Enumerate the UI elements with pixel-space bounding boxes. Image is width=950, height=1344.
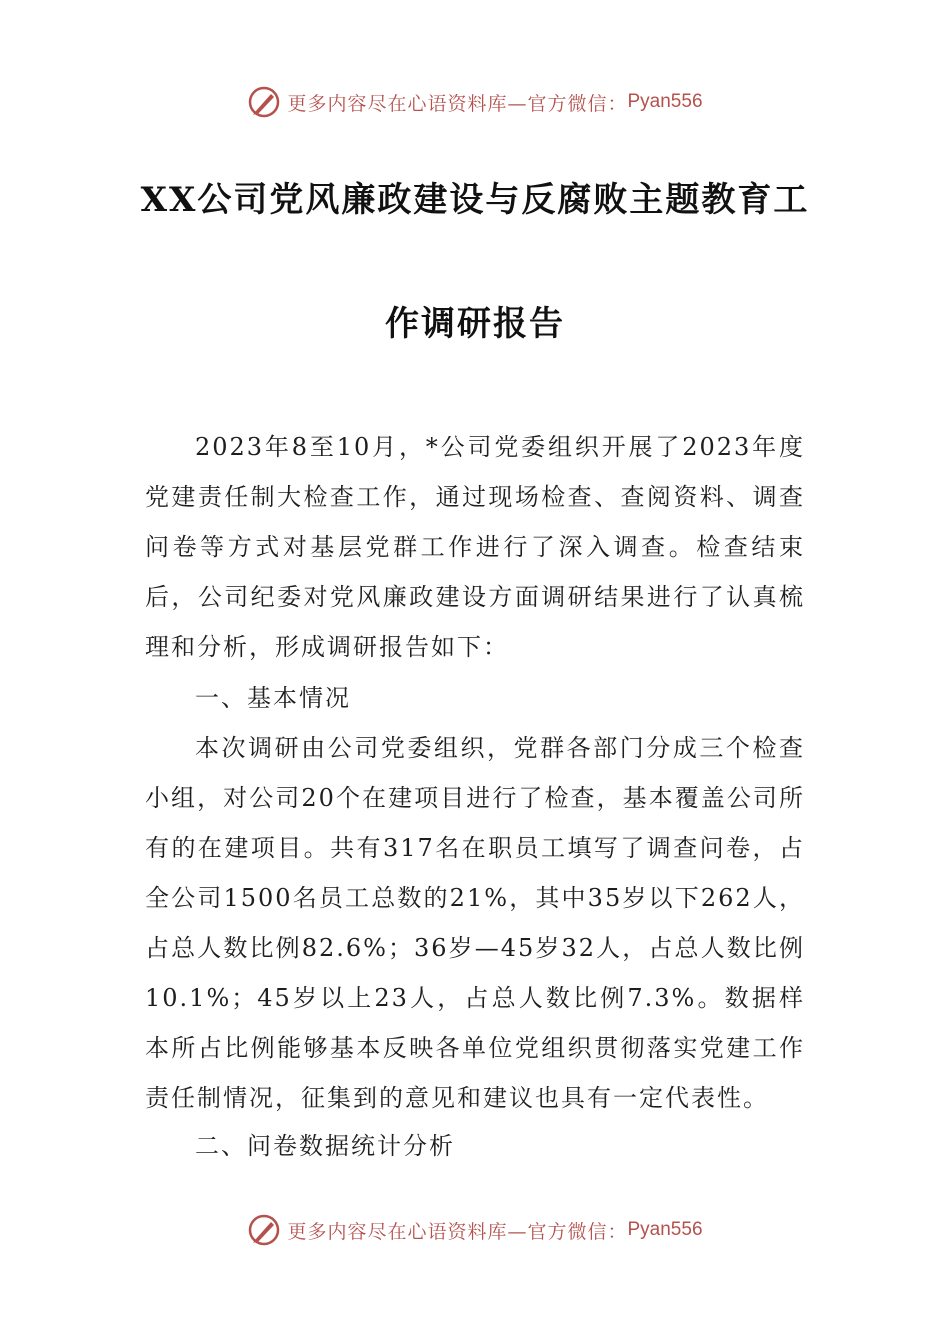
document-title-line-2: 作调研报告 [385,304,565,344]
watermark-text: 更多内容尽在心语资料库—官方微信： [287,1220,628,1243]
intro-paragraph: 2023年8至10月，*公司党委组织开展了2023年度党建责任制大检查工作，通过现场检查、查阅资料、调查问卷等方式对基层党群工作进行了深入调查。检查结束后，公司纪委对党风廉政建设方面调研结果进行了认真梳理和分析，形成调研报告如下： [145,433,805,661]
basic-situation-paragraph: 本次调研由公司党委组织，党群各部门分成三个检查小组，对公司20个在建项目进行了检查，基本覆盖公司所有的在建项目。共有317名在职员工填写了调查问卷，占全公司1500名员工总数的21%，其中35岁以下262人，占总人数比例82.6%；36岁—45岁32人，占总人数比例10.1%；45岁以上23人，占总人数比例7.3%。数据样本所占比例能够基本反映各单位党组织贯彻落实党建工作责任制情况，征集到的意见和建议也具有一定代表性。 [145,734,805,1112]
section-heading-questionnaire-analysis: 二、问卷数据统计分析 [195,1132,455,1160]
watermark-banner-top [0,82,950,122]
watermark-banner-bottom [0,1210,950,1250]
watermark-text: 更多内容尽在心语资料库—官方微信： [287,92,628,115]
watermark-wechat-id: Pyan556 [627,91,703,112]
pen-logo-icon [247,1213,281,1247]
pen-logo-icon [247,85,281,119]
document-title-line-1: XX公司党风廉政建设与反腐败主题教育工 [140,180,810,220]
watermark-wechat-id: Pyan556 [627,1219,703,1240]
section-heading-basic-situation: 一、基本情况 [195,684,351,712]
